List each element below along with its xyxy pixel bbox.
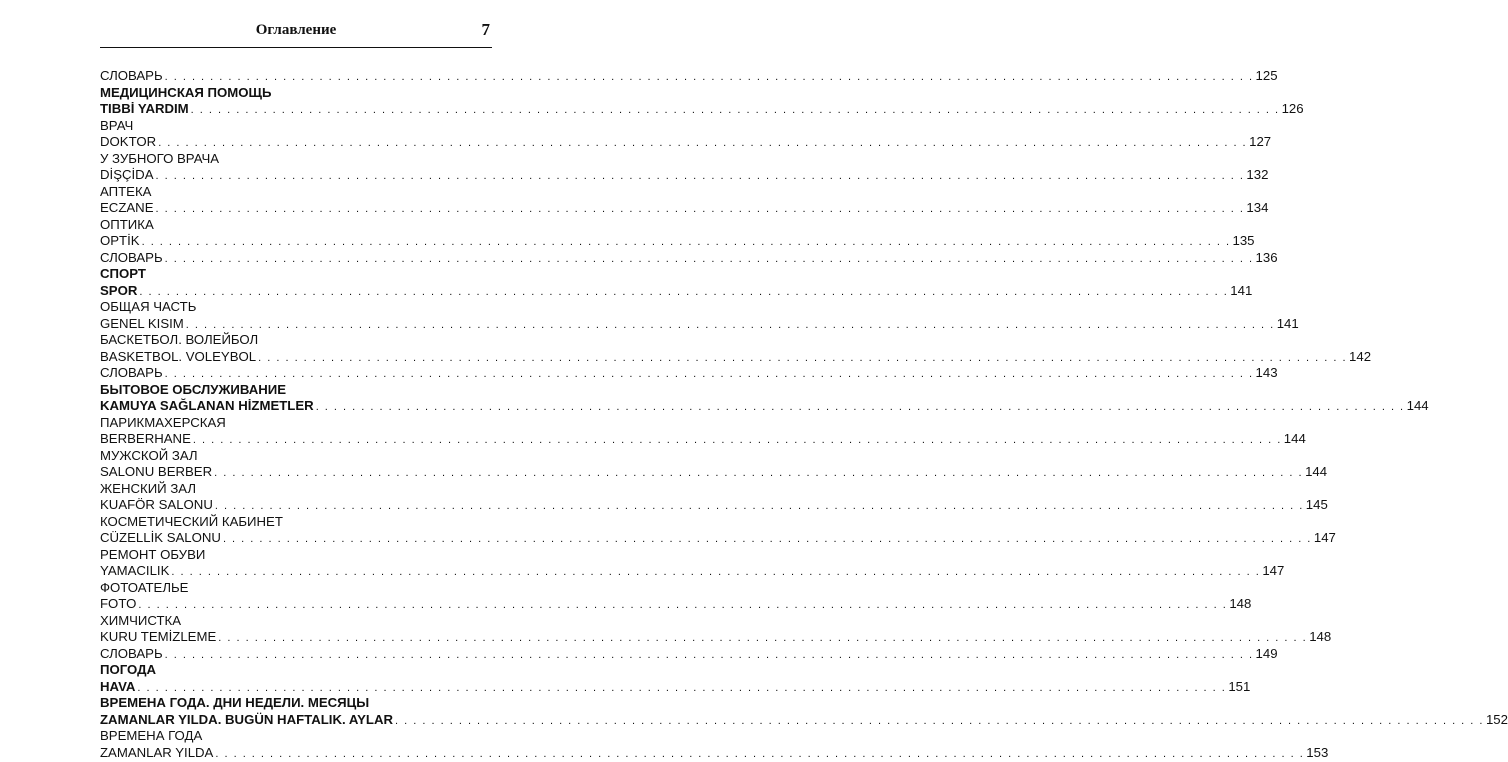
toc-entry-title: KAMUYA SAĞLANAN HİZMETLER bbox=[100, 398, 314, 415]
toc-entry bbox=[100, 349, 492, 366]
toc-heading bbox=[100, 118, 492, 135]
header-rule bbox=[100, 47, 492, 48]
toc-entry-title: СЛОВАРЬ bbox=[100, 646, 163, 663]
toc-entry-title: KURU TEMİZLEME bbox=[100, 629, 216, 646]
toc-entry bbox=[100, 101, 492, 118]
toc-heading bbox=[100, 415, 492, 432]
toc-entry bbox=[100, 563, 492, 580]
toc-entry bbox=[100, 134, 492, 151]
toc-entry-title: СПОРТ bbox=[100, 266, 146, 281]
dot-leader: . . . . . . . . . . . . . . . . . . . . . . . . . . . . . . . . . . . . . . . . . . . . . . . . . . . . . . . . . . . . . . . . . . . . . . . . . . . . . . . . . . . . . . . . . . . . . . . . . . . . . . . . . . . . . . . . . . . . . . . . bbox=[223, 531, 1312, 548]
toc-entry-title: YAMACILIK bbox=[100, 563, 169, 580]
toc-entry-title: GENEL KISIM bbox=[100, 316, 184, 333]
toc-page-number: 144 bbox=[1305, 464, 1327, 481]
toc-entry bbox=[100, 679, 492, 696]
dot-leader: . . . . . . . . . . . . . . . . . . . . . . . . . . . . . . . . . . . . . . . . . . . . . . . . . . . . . . . . . . . . . . . . . . . . . . . . . . . . . . . . . . . . . . . . . . . . . . . . . . . . . . . . . . . . . . . . . . . . . . . . bbox=[137, 680, 1226, 697]
toc-entry-title: TIBBİ YARDIM bbox=[100, 101, 189, 118]
toc-entry bbox=[100, 233, 492, 250]
toc-page-number: 143 bbox=[1256, 365, 1278, 382]
toc-page-number: 147 bbox=[1262, 563, 1284, 580]
toc-page-number: 148 bbox=[1309, 629, 1331, 646]
toc-page-number: 126 bbox=[1282, 101, 1304, 118]
toc-entry-title: СЛОВАРЬ bbox=[100, 68, 163, 85]
toc-entry bbox=[100, 464, 492, 481]
toc-entry-title: BASKETBOL. VOLEYBOL bbox=[100, 349, 256, 366]
dot-leader: . . . . . . . . . . . . . . . . . . . . . . . . . . . . . . . . . . . . . . . . . . . . . . . . . . . . . . . . . . . . . . . . . . . . . . . . . . . . . . . . . . . . . . . . . . . . . . . . . . . . . . . . . . . . . . . . . . . . . . . . bbox=[193, 432, 1282, 449]
toc-entry bbox=[100, 200, 492, 217]
toc-heading bbox=[100, 580, 492, 597]
toc-page-number: 152 bbox=[1486, 712, 1508, 729]
toc-heading bbox=[100, 151, 492, 168]
toc-entry-title: АПТЕКА bbox=[100, 184, 151, 199]
dot-leader: . . . . . . . . . . . . . . . . . . . . . . . . . . . . . . . . . . . . . . . . . . . . . . . . . . . . . . . . . . . . . . . . . . . . . . . . . . . . . . . . . . . . . . . . . . . . . . . . . . . . . . . . . . . . . . . . . . . . . . . . bbox=[215, 746, 1304, 762]
toc-entry-title: OPTİK bbox=[100, 233, 140, 250]
toc-heading bbox=[100, 695, 492, 712]
toc-entry-title: BERBERHANE bbox=[100, 431, 191, 448]
dot-leader: . . . . . . . . . . . . . . . . . . . . . . . . . . . . . . . . . . . . . . . . . . . . . . . . . . . . . . . . . . . . . . . . . . . . . . . . . . . . . . . . . . . . . . . . . . . . . . . . . . . . . . . . . . . . . . . . . . . . . . . . bbox=[142, 234, 1231, 251]
dot-leader: . . . . . . . . . . . . . . . . . . . . . . . . . . . . . . . . . . . . . . . . . . . . . . . . . . . . . . . . . . . . . . . . . . . . . . . . . . . . . . . . . . . . . . . . . . . . . . . . . . . . . . . . . . . . . . . . . . . . . . . . bbox=[258, 350, 1347, 367]
toc-entry-title: РЕМОНТ ОБУВИ bbox=[100, 547, 205, 562]
dot-leader: . . . . . . . . . . . . . . . . . . . . . . . . . . . . . . . . . . . . . . . . . . . . . . . . . . . . . . . . . . . . . . . . . . . . . . . . . . . . . . . . . . . . . . . . . . . . . . . . . . . . . . . . . . . . . . . . . . . . . . . . bbox=[156, 168, 1245, 185]
toc-page-number: 127 bbox=[1249, 134, 1271, 151]
toc-heading bbox=[100, 448, 492, 465]
toc-page-number: 141 bbox=[1277, 316, 1299, 333]
toc-heading bbox=[100, 728, 492, 745]
page-header bbox=[100, 22, 492, 44]
toc-entry bbox=[100, 316, 492, 333]
table-of-contents bbox=[100, 68, 492, 761]
toc-entry-title: ZAMANLAR YILDA. BUGÜN HAFTALIK. AYLAR bbox=[100, 712, 393, 729]
toc-heading bbox=[100, 382, 492, 399]
toc-entry bbox=[100, 398, 492, 415]
toc-heading bbox=[100, 299, 492, 316]
toc-heading bbox=[100, 547, 492, 564]
toc-entry bbox=[100, 596, 492, 613]
toc-entry-title: SPOR bbox=[100, 283, 137, 300]
toc-page-number: 144 bbox=[1407, 398, 1429, 415]
toc-entry-title: CÜZELLİK SALONU bbox=[100, 530, 221, 547]
toc-entry-title: DİŞÇİDA bbox=[100, 167, 154, 184]
dot-leader: . . . . . . . . . . . . . . . . . . . . . . . . . . . . . . . . . . . . . . . . . . . . . . . . . . . . . . . . . . . . . . . . . . . . . . . . . . . . . . . . . . . . . . . . . . . . . . . . . . . . . . . . . . . . . . . . . . . . . . . . bbox=[138, 597, 1227, 614]
toc-entry bbox=[100, 745, 492, 762]
toc-page-number: 132 bbox=[1246, 167, 1268, 184]
dot-leader: . . . . . . . . . . . . . . . . . . . . . . . . . . . . . . . . . . . . . . . . . . . . . . . . . . . . . . . . . . . . . . . . . . . . . . . . . . . . . . . . . . . . . . . . . . . . . . . . . . . . . . . . . . . . . . . . . . . . . . . . bbox=[191, 102, 1280, 119]
dot-leader: . . . . . . . . . . . . . . . . . . . . . . . . . . . . . . . . . . . . . . . . . . . . . . . . . . . . . . . . . . . . . . . . . . . . . . . . . . . . . . . . . . . . . . . . . . . . . . . . . . . . . . . . . . . . . . . . . . . . . . . . bbox=[171, 564, 1260, 581]
page-number: 7 bbox=[482, 20, 491, 40]
toc-entry bbox=[100, 712, 492, 729]
toc-entry bbox=[100, 365, 492, 382]
toc-entry-title: FOTO bbox=[100, 596, 136, 613]
toc-page-number: 145 bbox=[1306, 497, 1328, 514]
toc-entry-title: ОБЩАЯ ЧАСТЬ bbox=[100, 299, 196, 314]
toc-entry bbox=[100, 431, 492, 448]
toc-entry-title: KUAFÖR SALONU bbox=[100, 497, 213, 514]
toc-entry-title: ОПТИКА bbox=[100, 217, 154, 232]
toc-entry-title: У ЗУБНОГО ВРАЧА bbox=[100, 151, 219, 166]
toc-page-number: 153 bbox=[1306, 745, 1328, 762]
toc-heading bbox=[100, 481, 492, 498]
toc-entry-title: ЖЕНСКИЙ ЗАЛ bbox=[100, 481, 196, 496]
toc-entry-title: ВРЕМЕНА ГОДА. ДНИ НЕДЕЛИ. МЕСЯЦЫ bbox=[100, 695, 369, 710]
toc-page-number: 136 bbox=[1256, 250, 1278, 267]
toc-entry-title: ФОТОАТЕЛЬЕ bbox=[100, 580, 188, 595]
dot-leader: . . . . . . . . . . . . . . . . . . . . . . . . . . . . . . . . . . . . . . . . . . . . . . . . . . . . . . . . . . . . . . . . . . . . . . . . . . . . . . . . . . . . . . . . . . . . . . . . . . . . . . . . . . . . . . . . . . . . . . . . bbox=[165, 251, 1254, 268]
toc-entry-title: ВРАЧ bbox=[100, 118, 133, 133]
toc-heading bbox=[100, 85, 492, 102]
dot-leader: . . . . . . . . . . . . . . . . . . . . . . . . . . . . . . . . . . . . . . . . . . . . . . . . . . . . . . . . . . . . . . . . . . . . . . . . . . . . . . . . . . . . . . . . . . . . . . . . . . . . . . . . . . . . . . . . . . . . . . . . bbox=[214, 465, 1303, 482]
dot-leader: . . . . . . . . . . . . . . . . . . . . . . . . . . . . . . . . . . . . . . . . . . . . . . . . . . . . . . . . . . . . . . . . . . . . . . . . . . . . . . . . . . . . . . . . . . . . . . . . . . . . . . . . . . . . . . . . . . . . . . . . bbox=[218, 630, 1307, 647]
toc-page-number: 134 bbox=[1246, 200, 1268, 217]
toc-entry bbox=[100, 250, 492, 267]
toc-entry-title: ECZANE bbox=[100, 200, 154, 217]
toc-heading bbox=[100, 514, 492, 531]
toc-entry-title: МУЖСКОЙ ЗАЛ bbox=[100, 448, 198, 463]
dot-leader: . . . . . . . . . . . . . . . . . . . . . . . . . . . . . . . . . . . . . . . . . . . . . . . . . . . . . . . . . . . . . . . . . . . . . . . . . . . . . . . . . . . . . . . . . . . . . . . . . . . . . . . . . . . . . . . . . . . . . . . . bbox=[158, 135, 1247, 152]
toc-page-number: 125 bbox=[1256, 68, 1278, 85]
toc-page-number: 149 bbox=[1256, 646, 1278, 663]
toc-entry bbox=[100, 283, 492, 300]
toc-heading bbox=[100, 613, 492, 630]
toc-entry bbox=[100, 530, 492, 547]
toc-heading bbox=[100, 332, 492, 349]
toc-page-number: 144 bbox=[1284, 431, 1306, 448]
toc-entry-title: БАСКЕТБОЛ. ВОЛЕЙБОЛ bbox=[100, 332, 258, 347]
toc-entry-title: ПАРИКМАХЕРСКАЯ bbox=[100, 415, 226, 430]
dot-leader: . . . . . . . . . . . . . . . . . . . . . . . . . . . . . . . . . . . . . . . . . . . . . . . . . . . . . . . . . . . . . . . . . . . . . . . . . . . . . . . . . . . . . . . . . . . . . . . . . . . . . . . . . . . . . . . . . . . . . . . . bbox=[186, 317, 1275, 334]
toc-entry-title: СЛОВАРЬ bbox=[100, 250, 163, 267]
dot-leader: . . . . . . . . . . . . . . . . . . . . . . . . . . . . . . . . . . . . . . . . . . . . . . . . . . . . . . . . . . . . . . . . . . . . . . . . . . . . . . . . . . . . . . . . . . . . . . . . . . . . . . . . . . . . . . . . . . . . . . . . bbox=[139, 284, 1228, 301]
toc-entry-title: ВРЕМЕНА ГОДА bbox=[100, 728, 202, 743]
toc-entry-title: СЛОВАРЬ bbox=[100, 365, 163, 382]
toc-heading bbox=[100, 266, 492, 283]
toc-entry bbox=[100, 68, 492, 85]
dot-leader: . . . . . . . . . . . . . . . . . . . . . . . . . . . . . . . . . . . . . . . . . . . . . . . . . . . . . . . . . . . . . . . . . . . . . . . . . . . . . . . . . . . . . . . . . . . . . . . . . . . . . . . . . . . . . . . . . . . . . . . . bbox=[215, 498, 1304, 515]
toc-entry-title: ХИМЧИСТКА bbox=[100, 613, 181, 628]
toc-entry-title: КОСМЕТИЧЕСКИЙ КАБИНЕТ bbox=[100, 514, 283, 529]
running-title: Оглавление bbox=[100, 22, 492, 39]
dot-leader: . . . . . . . . . . . . . . . . . . . . . . . . . . . . . . . . . . . . . . . . . . . . . . . . . . . . . . . . . . . . . . . . . . . . . . . . . . . . . . . . . . . . . . . . . . . . . . . . . . . . . . . . . . . . . . . . . . . . . . . . bbox=[165, 69, 1254, 86]
toc-entry bbox=[100, 497, 492, 514]
toc-entry-title: HAVA bbox=[100, 679, 135, 696]
toc-page-number: 148 bbox=[1229, 596, 1251, 613]
dot-leader: . . . . . . . . . . . . . . . . . . . . . . . . . . . . . . . . . . . . . . . . . . . . . . . . . . . . . . . . . . . . . . . . . . . . . . . . . . . . . . . . . . . . . . . . . . . . . . . . . . . . . . . . . . . . . . . . . . . . . . . . bbox=[316, 399, 1405, 416]
toc-entry-title: DOKTOR bbox=[100, 134, 156, 151]
toc-entry-title: ПОГОДА bbox=[100, 662, 156, 677]
dot-leader: . . . . . . . . . . . . . . . . . . . . . . . . . . . . . . . . . . . . . . . . . . . . . . . . . . . . . . . . . . . . . . . . . . . . . . . . . . . . . . . . . . . . . . . . . . . . . . . . . . . . . . . . . . . . . . . . . . . . . . . . bbox=[156, 201, 1245, 218]
toc-heading bbox=[100, 662, 492, 679]
dot-leader: . . . . . . . . . . . . . . . . . . . . . . . . . . . . . . . . . . . . . . . . . . . . . . . . . . . . . . . . . . . . . . . . . . . . . . . . . . . . . . . . . . . . . . . . . . . . . . . . . . . . . . . . . . . . . . . . . . . . . . . . bbox=[395, 713, 1484, 730]
toc-entry-title: МЕДИЦИНСКАЯ ПОМОЩЬ bbox=[100, 85, 271, 100]
toc-entry bbox=[100, 167, 492, 184]
toc-entry-title: БЫТОВОЕ ОБСЛУЖИВАНИЕ bbox=[100, 382, 286, 397]
toc-entry bbox=[100, 629, 492, 646]
toc-page-number: 142 bbox=[1349, 349, 1371, 366]
toc-page-number: 151 bbox=[1228, 679, 1250, 696]
dot-leader: . . . . . . . . . . . . . . . . . . . . . . . . . . . . . . . . . . . . . . . . . . . . . . . . . . . . . . . . . . . . . . . . . . . . . . . . . . . . . . . . . . . . . . . . . . . . . . . . . . . . . . . . . . . . . . . . . . . . . . . . bbox=[165, 366, 1254, 383]
toc-entry-title: ZAMANLAR YILDA bbox=[100, 745, 213, 762]
dot-leader: . . . . . . . . . . . . . . . . . . . . . . . . . . . . . . . . . . . . . . . . . . . . . . . . . . . . . . . . . . . . . . . . . . . . . . . . . . . . . . . . . . . . . . . . . . . . . . . . . . . . . . . . . . . . . . . . . . . . . . . . bbox=[165, 647, 1254, 664]
toc-page-number: 141 bbox=[1230, 283, 1252, 300]
toc-entry bbox=[100, 646, 492, 663]
toc-page-number: 147 bbox=[1314, 530, 1336, 547]
toc-entry-title: SALONU BERBER bbox=[100, 464, 212, 481]
toc-heading bbox=[100, 184, 492, 201]
toc-heading bbox=[100, 217, 492, 234]
toc-page-number: 135 bbox=[1233, 233, 1255, 250]
